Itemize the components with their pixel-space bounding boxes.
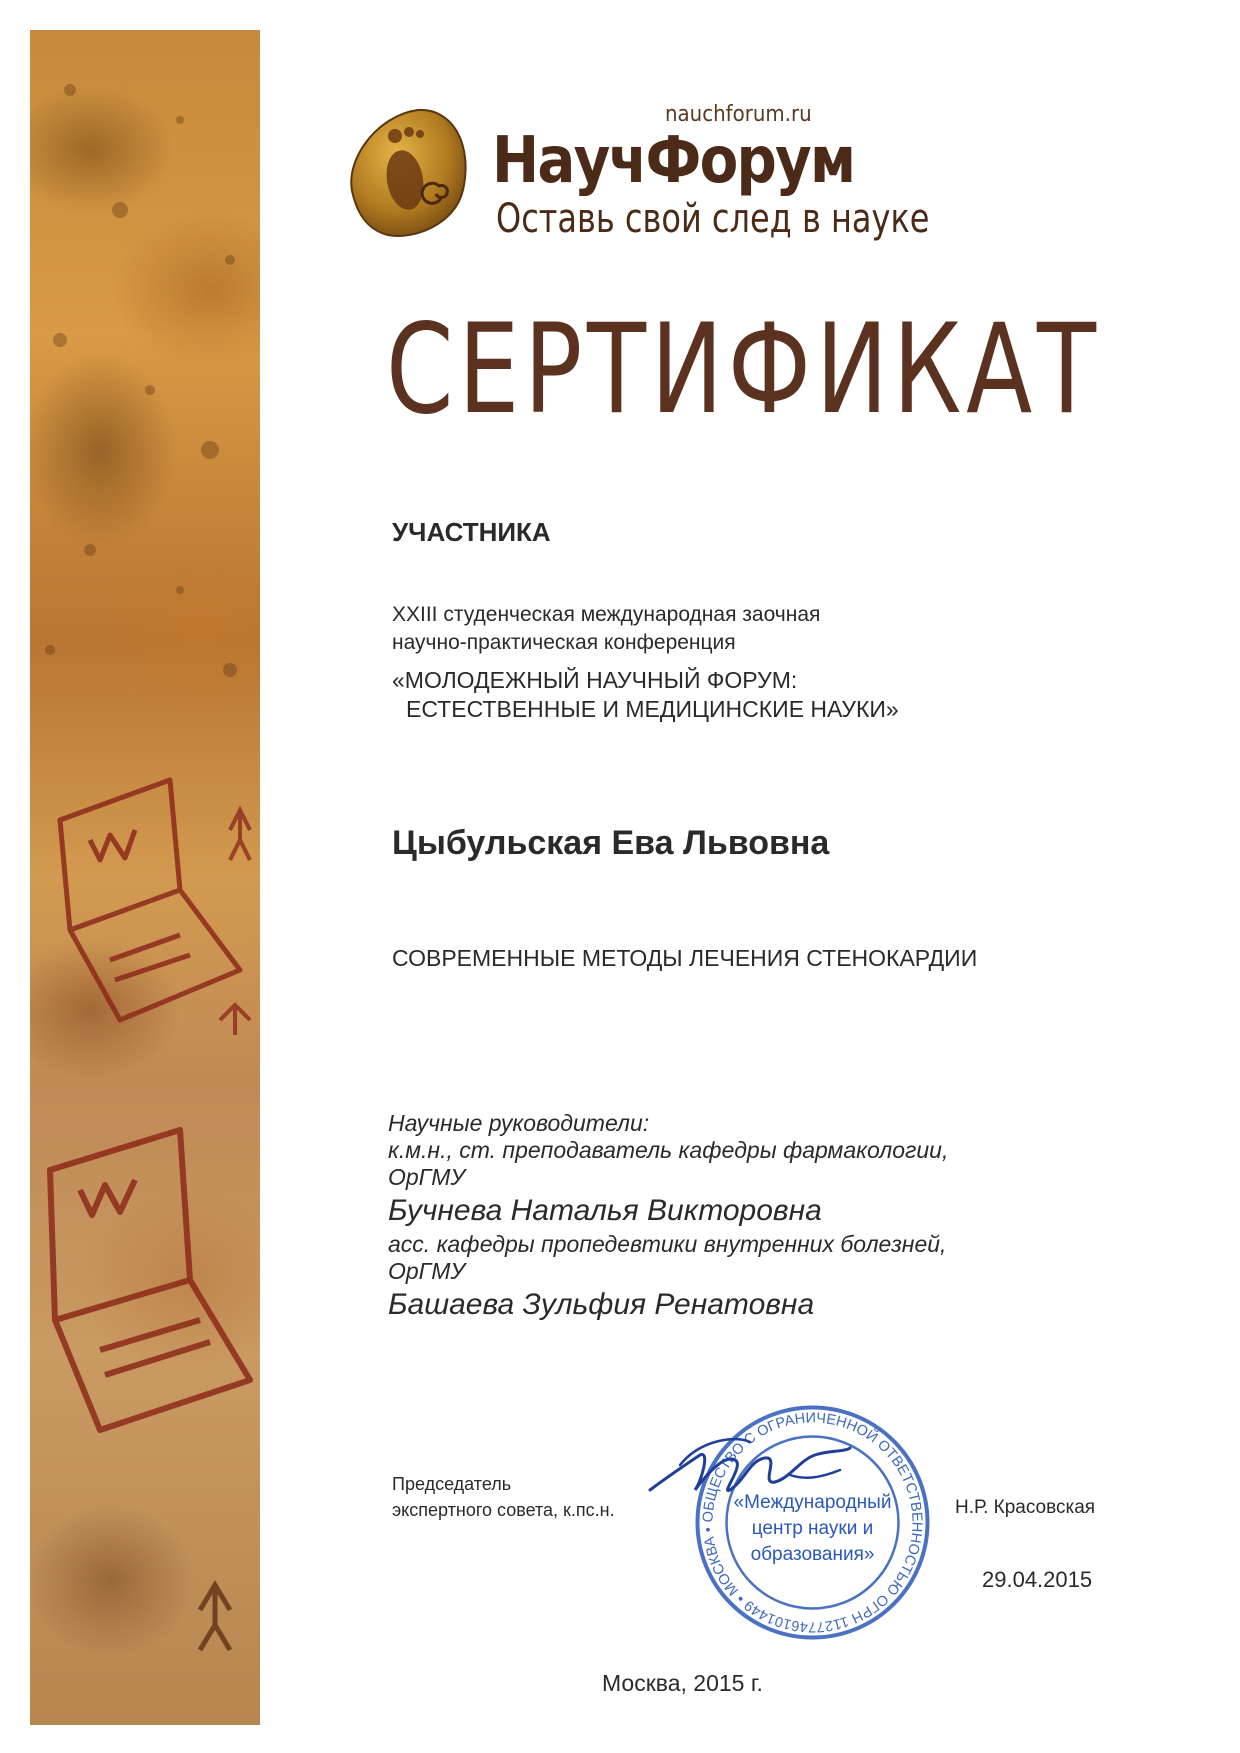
certificate-subtitle: УЧАСТНИКА [392, 517, 551, 547]
chair-title-line: экспертного совета, к.пс.н. [392, 1500, 615, 1520]
supervisor-position: ОрГМУ [388, 1164, 466, 1190]
city-year: Москва, 2015 г. [602, 1670, 763, 1696]
stamp-inner-line: образования» [750, 1544, 875, 1565]
brand-name: НаучФорум [492, 124, 855, 198]
certificate-title: СЕРТИФИКАТ [386, 298, 1101, 442]
conference-name [392, 666, 899, 724]
supervisors-heading: Научные руководители: [388, 1110, 650, 1136]
supervisor-name: Башаева Зульфия Ренатовна [388, 1288, 815, 1321]
supervisors-block [388, 1110, 948, 1325]
stamp-outer-text-path: ОБЩЕСТВО С ОГРАНИЧЕННОЙ ОТВЕТСТВЕННОСТЬЮ ОГРН 1127746101449 • МОСКВА • [700, 1410, 925, 1635]
chair-name: Н.Р. Красовская [955, 1497, 1096, 1518]
chair-title [392, 1471, 615, 1523]
nauchforum-logo-icon [333, 100, 483, 250]
supervisor-position: ОрГМУ [388, 1258, 466, 1284]
paper-topic: СОВРЕМЕННЫЕ МЕТОДЫ ЛЕЧЕНИЯ СТЕНОКАРДИИ [392, 945, 978, 971]
brand-url: nauchforum.ru [665, 102, 812, 127]
chair-title-line: Председатель [392, 1474, 512, 1494]
rock-art-illustration [30, 30, 260, 1725]
handwritten-signature [640, 1420, 860, 1520]
stamp-inner-line: центр науки и [751, 1518, 874, 1539]
conference-line: XXIII студенческая международная заочная [392, 603, 821, 626]
stamp-inner-line: «Международный [733, 1492, 892, 1513]
issue-date: 29.04.2015 [982, 1567, 1093, 1592]
supervisor-name: Бучнева Наталья Викторовна [388, 1194, 822, 1227]
conference-line: научно-практическая конференция [392, 631, 736, 654]
conference-name-line: ЕСТЕСТВЕННЫЕ И МЕДИЦИНСКИЕ НАУКИ» [406, 696, 899, 722]
decorative-side-strip [30, 30, 260, 1725]
supervisor-position: к.м.н., ст. преподаватель кафедры фармакологии, [388, 1137, 949, 1163]
brand-slogan: Оставь свой след в науке [496, 196, 930, 242]
conference-description [392, 601, 820, 657]
participant-name: Цыбульская Ева Львовна [392, 824, 830, 862]
conference-name-line: «МОЛОДЕЖНЫЙ НАУЧНЫЙ ФОРУМ: [392, 667, 798, 693]
supervisor-position: асс. кафедры пропедевтики внутренних болезней, [388, 1231, 947, 1257]
